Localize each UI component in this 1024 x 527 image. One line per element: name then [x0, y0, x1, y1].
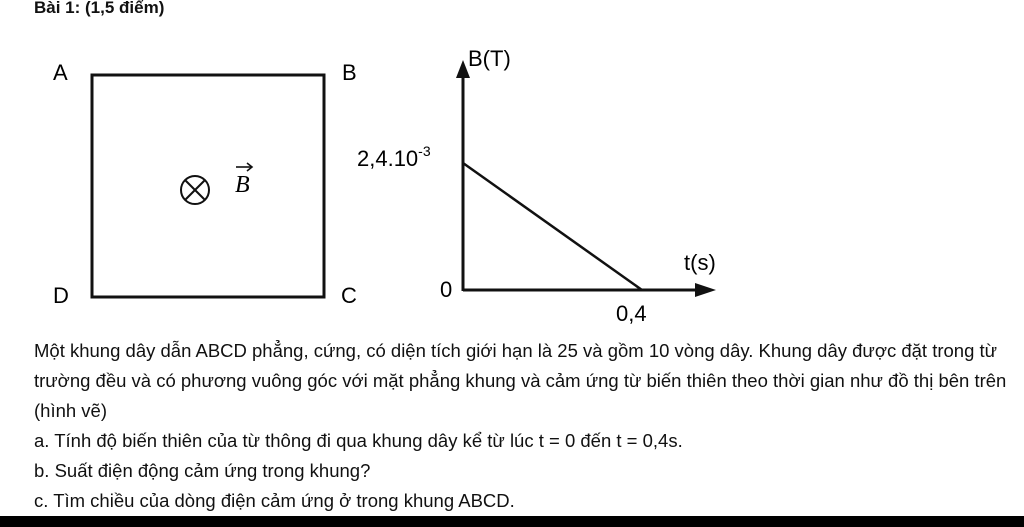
corner-label-a: A — [53, 60, 68, 85]
question-a: a. Tính độ biến thiên của từ thông đi qua khung dây kể từ lúc t = 0 đến t = 0,4s. — [34, 430, 683, 451]
origin-label: 0 — [440, 277, 453, 302]
x-axis-arrowhead — [695, 283, 716, 297]
field-into-page-icon — [181, 176, 209, 204]
problem-text — [34, 336, 1019, 516]
problem-intro: Một khung dây dẫn ABCD phẳng, cứng, có diện tích giới hạn là 25 và gồm 10 vòng dây. Khung dây được đặt trong từ trường đều và có phương vuông góc với mặt phẳng khung và cảm ứng từ biến thiên theo thời gian như đồ thị bên trên (hình vẽ) — [34, 340, 1007, 421]
problem-title: Bài 1: (1,5 điểm) — [34, 0, 165, 17]
question-c: c. Tìm chiều của dòng điện cảm ứng ở trong khung ABCD. — [34, 490, 515, 511]
vector-arrow-icon — [236, 163, 252, 171]
x-axis-label: t(s) — [684, 250, 716, 275]
field-decrease-line — [463, 163, 642, 290]
corner-label-c: C — [341, 283, 357, 308]
question-b: b. Suất điện động cảm ứng trong khung? — [34, 460, 371, 481]
bottom-border — [0, 516, 1024, 527]
y-axis-label: B(T) — [468, 46, 511, 71]
field-vector-label: B — [235, 172, 250, 198]
corner-label-d: D — [53, 283, 69, 308]
y-value-mantissa: 2,4.10 — [357, 146, 419, 171]
x-value-label: 0,4 — [616, 301, 647, 326]
corner-label-b: B — [342, 60, 357, 85]
y-value-label — [357, 143, 431, 171]
y-value-exponent: -3 — [418, 143, 431, 159]
